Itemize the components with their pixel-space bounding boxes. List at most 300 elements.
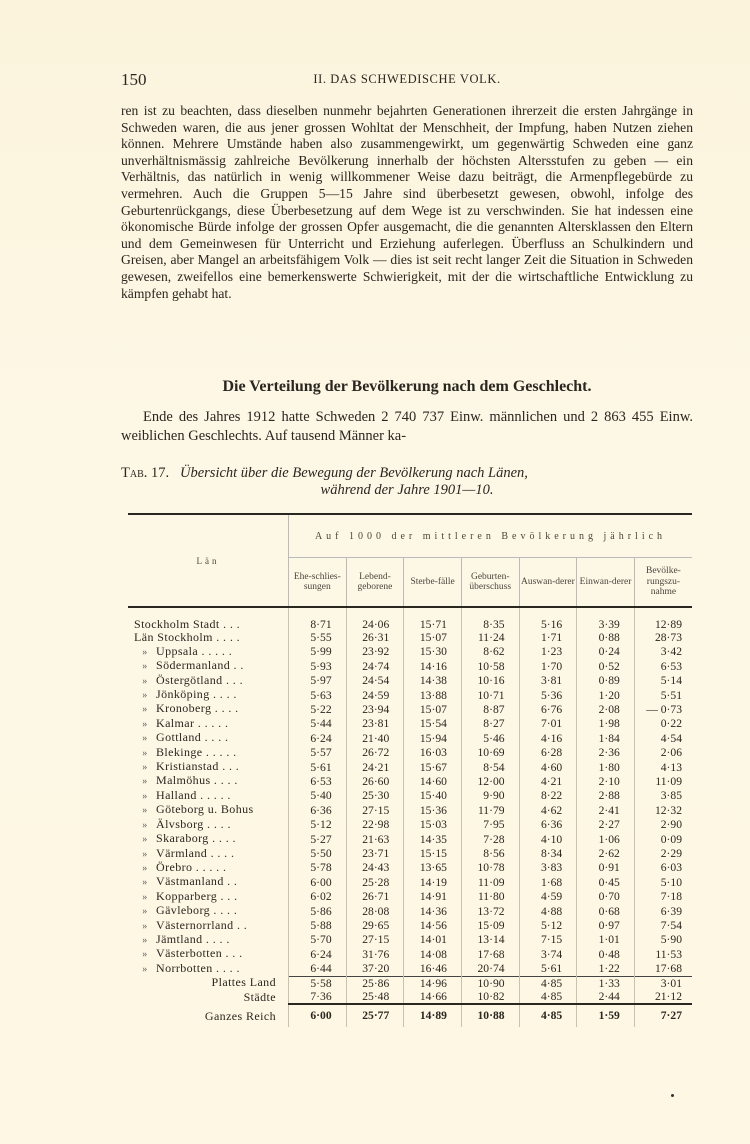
cell-value: 7·95 <box>461 818 519 832</box>
row-name: Skaraborg . . . . <box>156 832 236 846</box>
row-label <box>128 919 289 933</box>
cell-value: 24·74 <box>346 659 404 673</box>
group-header: Auf 1000 der mittleren Bevölkerung jährlich <box>289 515 693 558</box>
row-name: Stockholm Stadt . . . <box>134 617 241 631</box>
cell-value: 11·79 <box>461 803 519 817</box>
cell-value: 14·91 <box>404 890 462 904</box>
cell-value: 13·65 <box>404 861 462 875</box>
column-header: Sterbe-​fälle <box>404 558 462 608</box>
table-row <box>128 746 692 760</box>
cell-value: 25·77 <box>346 1004 404 1027</box>
table-row <box>128 818 692 832</box>
cell-value: 10·90 <box>461 976 519 990</box>
row-label <box>128 947 289 961</box>
cell-value: 5·61 <box>289 760 347 774</box>
cell-value: 14·89 <box>404 1004 462 1027</box>
cell-value: 1·70 <box>519 659 577 673</box>
ditto-mark: » <box>142 733 148 745</box>
row-name: Blekinge . . . . . <box>156 745 237 759</box>
cell-value: 5·58 <box>289 976 347 990</box>
ditto-mark: » <box>142 877 148 889</box>
row-name: Kristianstad . . . <box>156 760 240 774</box>
table-row <box>128 760 692 774</box>
cell-value: 16·46 <box>404 962 462 976</box>
cell-value: 0·97 <box>577 919 635 933</box>
ditto-mark: » <box>142 891 148 903</box>
cell-value: 23·92 <box>346 645 404 659</box>
row-name: Gottland . . . . <box>156 731 229 745</box>
row-name: Kopparberg . . . <box>156 889 238 903</box>
row-name: Örebro . . . . . <box>156 860 227 874</box>
cell-value: 21·12 <box>654 990 682 1004</box>
column-header: Bevölke-​rungszu-​nahme <box>634 558 692 608</box>
cell-value: 7·54 <box>660 919 682 933</box>
table-row <box>128 645 692 659</box>
cell-value: 10·58 <box>461 659 519 673</box>
cell-value: 10·71 <box>461 688 519 702</box>
cell-value: 17·68 <box>461 947 519 961</box>
ditto-mark: » <box>142 747 148 759</box>
cell-value: 5·63 <box>289 688 347 702</box>
row-name: Jämtland . . . . <box>156 932 230 946</box>
cell-value: 4·85 <box>519 1004 577 1027</box>
row-label <box>128 774 289 788</box>
table-row <box>128 947 692 961</box>
cell-value: 1·98 <box>577 717 635 731</box>
row-label <box>128 631 289 644</box>
cell-value: 11·09 <box>461 875 519 889</box>
row-label <box>128 717 289 731</box>
cell-value: 2·36 <box>577 746 635 760</box>
section-heading: Die Verteilung der Bevölkerung nach dem Geschlecht. <box>222 378 592 395</box>
cell-value: 4·16 <box>519 731 577 745</box>
cell-value: 1·68 <box>519 875 577 889</box>
cell-value: 24·59 <box>346 688 404 702</box>
cell-value: 3·81 <box>519 674 577 688</box>
row-label <box>128 904 289 918</box>
cell-value: 1·71 <box>519 631 577 644</box>
cell-value: 1·22 <box>577 962 635 976</box>
cell-value: 14·16 <box>404 659 462 673</box>
cell-value: 11·80 <box>461 890 519 904</box>
row-label <box>128 645 289 659</box>
cell-value: 6·03 <box>660 861 682 875</box>
cell-value: 2·08 <box>577 702 635 716</box>
cell-value: 5·97 <box>289 674 347 688</box>
row-label <box>128 933 289 947</box>
cell-value: 14·01 <box>404 933 462 947</box>
cell-value: 2·88 <box>577 789 635 803</box>
cell-value: 15·03 <box>404 818 462 832</box>
column-header: Geburten-​überschuss <box>461 558 519 608</box>
cell-value: 4·62 <box>519 803 577 817</box>
row-label <box>128 731 289 745</box>
table-row <box>128 962 692 976</box>
column-header-lan: Län <box>128 515 289 607</box>
cell-value: 15·07 <box>404 631 462 644</box>
cell-value: 11·53 <box>655 947 682 961</box>
table-row <box>128 847 692 861</box>
cell-value: 7·15 <box>519 933 577 947</box>
cell-value: 16·03 <box>404 746 462 760</box>
ditto-mark: » <box>142 661 148 673</box>
cell-value: 6·36 <box>289 803 347 817</box>
cell-value: 15·71 <box>404 607 462 631</box>
cell-value: 14·08 <box>404 947 462 961</box>
cell-value: 27·15 <box>346 803 404 817</box>
cell-value: 8·35 <box>461 607 519 631</box>
cell-value: 2·44 <box>577 990 635 1004</box>
row-label <box>128 861 289 875</box>
cell-value: 5·16 <box>519 607 577 631</box>
cell-value: 25·30 <box>346 789 404 803</box>
cell-value: 26·60 <box>346 774 404 788</box>
cell-value: 5·22 <box>289 702 347 716</box>
cell-value: 4·54 <box>660 731 682 745</box>
row-name: Östergötland . . . <box>156 673 243 687</box>
cell-value: 6·24 <box>289 731 347 745</box>
column-header: Auswan-​derer <box>519 558 577 608</box>
cell-value: 1·84 <box>577 731 635 745</box>
cell-value: 5·86 <box>289 904 347 918</box>
cell-value: 24·06 <box>346 607 404 631</box>
body-paragraph-2: Ende des Jahres 1912 hatte Schweden 2 740 737 Einw. männlichen und 2 863 455 Einw. weiblichen Geschlechts. Auf tausend Männer ka- <box>121 409 693 444</box>
cell-value: 5·40 <box>289 789 347 803</box>
cell-value: 26·31 <box>346 631 404 644</box>
table-row <box>128 990 692 1004</box>
cell-value: 13·88 <box>404 688 462 702</box>
row-label <box>128 688 289 702</box>
cell-value: 7·28 <box>461 832 519 846</box>
cell-value: 25·48 <box>346 990 404 1004</box>
table-row <box>128 717 692 731</box>
ditto-mark: » <box>142 718 148 730</box>
cell-value: 3·83 <box>519 861 577 875</box>
row-name: Västernorrland . . <box>156 918 248 932</box>
cell-value: 2·90 <box>660 818 682 832</box>
table-row <box>128 890 692 904</box>
table-row <box>128 659 692 673</box>
cell-value: 25·28 <box>346 875 404 889</box>
cell-value: 6·53 <box>289 774 347 788</box>
column-header: Ehe-​schlies-​sungen <box>289 558 347 608</box>
ditto-mark: » <box>142 805 148 817</box>
row-label <box>128 746 289 760</box>
ditto-mark: » <box>142 862 148 874</box>
cell-value: 5·78 <box>289 861 347 875</box>
cell-value: 24·21 <box>346 760 404 774</box>
row-label <box>128 875 289 889</box>
ditto-mark: » <box>142 934 148 946</box>
cell-value: 13·14 <box>461 933 519 947</box>
table-row <box>128 774 692 788</box>
cell-value: 8·34 <box>519 847 577 861</box>
cell-value: 10·78 <box>461 861 519 875</box>
cell-value: 26·71 <box>346 890 404 904</box>
cell-value: 0·22 <box>660 717 682 731</box>
cell-value: 0·88 <box>577 631 635 644</box>
cell-value: 15·07 <box>404 702 462 716</box>
cell-value: 2·41 <box>577 803 635 817</box>
ditto-mark: » <box>142 949 148 961</box>
cell-value: 21·40 <box>346 731 404 745</box>
row-name: Kalmar . . . . . <box>156 716 229 730</box>
page-number: 150 <box>121 70 147 89</box>
cell-value: 4·85 <box>519 976 577 990</box>
paper-speck <box>671 1094 674 1097</box>
table-row <box>128 904 692 918</box>
table-row <box>128 919 692 933</box>
cell-value: 1·01 <box>577 933 635 947</box>
running-title: II. DAS SCHWEDISCHE VOLK. <box>313 72 501 86</box>
cell-value: 11·09 <box>655 774 682 788</box>
cell-value: 6·02 <box>289 890 347 904</box>
cell-value: 21·63 <box>346 832 404 846</box>
table-row <box>128 688 692 702</box>
cell-value: 15·94 <box>404 731 462 745</box>
cell-value: 12·32 <box>654 803 682 817</box>
cell-value: 3·01 <box>634 976 692 990</box>
cell-value: 6·53 <box>660 659 682 673</box>
cell-value: 14·36 <box>404 904 462 918</box>
row-name: Jönköping . . . . <box>156 688 237 702</box>
table-row <box>128 803 692 817</box>
table-row <box>128 875 692 889</box>
row-name: Ganzes Reich <box>204 1008 276 1023</box>
cell-value: 3·39 <box>577 607 635 631</box>
cell-value: 4·10 <box>519 832 577 846</box>
row-label <box>128 847 289 861</box>
cell-value: 6·00 <box>289 1004 347 1027</box>
cell-value: 14·66 <box>404 990 462 1004</box>
table-row <box>128 607 692 631</box>
cell-value: 15·54 <box>404 717 462 731</box>
table-row <box>128 976 692 990</box>
cell-value: 14·56 <box>404 919 462 933</box>
row-label <box>128 976 289 990</box>
cell-value: 0·45 <box>577 875 635 889</box>
row-name: Kronoberg . . . . <box>156 702 239 716</box>
cell-value: 15·40 <box>404 789 462 803</box>
cell-value: 4·13 <box>660 760 682 774</box>
cell-value: 8·62 <box>461 645 519 659</box>
cell-value: 0·89 <box>577 674 635 688</box>
cell-value: 8·54 <box>461 760 519 774</box>
cell-value: 10·88 <box>461 1004 519 1027</box>
ditto-mark: » <box>142 834 148 846</box>
cell-value: 28·73 <box>654 631 682 645</box>
cell-value: 0·91 <box>577 861 635 875</box>
cell-value: 10·69 <box>461 746 519 760</box>
table-row <box>128 631 692 644</box>
cell-value: 15·67 <box>404 760 462 774</box>
cell-value: 10·82 <box>461 990 519 1004</box>
cell-value: 0·70 <box>577 890 635 904</box>
cell-value: 23·71 <box>346 847 404 861</box>
row-name: Gävleborg . . . . <box>156 904 238 918</box>
cell-value: 4·21 <box>519 774 577 788</box>
cell-value: 5·27 <box>289 832 347 846</box>
cell-value: 7·27 <box>634 1004 692 1027</box>
row-label <box>128 789 289 803</box>
table-title-line1: Übersicht über die Bewegung der Bevölkerung nach Länen, <box>180 465 528 481</box>
cell-value: 6·39 <box>660 904 682 918</box>
cell-value: 6·36 <box>519 818 577 832</box>
cell-value: 3·42 <box>660 645 682 659</box>
row-name: Älvsborg . . . . <box>156 817 231 831</box>
cell-value: 25·86 <box>346 976 404 990</box>
running-head <box>121 70 693 90</box>
cell-value: 4·88 <box>519 904 577 918</box>
column-header: Einwan-​derer <box>577 558 635 608</box>
cell-value: 28·08 <box>346 904 404 918</box>
cell-value: 1·20 <box>577 688 635 702</box>
row-name: Malmöhus . . . . <box>156 774 238 788</box>
ditto-mark: » <box>142 819 148 831</box>
cell-value: 15·15 <box>404 847 462 861</box>
row-name: Uppsala . . . . . <box>156 644 233 658</box>
cell-value: 11·24 <box>461 631 519 644</box>
table-body <box>128 607 692 1027</box>
body-paragraph: ren ist zu beachten, dass dieselben nunmehr bejahrten Generationen ihrerzeit die ersten Jahrgänge in Schweden waren, die aus jener grossen Wohltat der Menschheit, der Impfung, haben Nutzen ziehen können. Mehrere Umstände haben also zusammengewirkt, um gegenwärtig Schweden eine ganz unverhältnismässig zahlreiche Bevölkerung innerhalb der höchsten Altersstufen zu geben — ein Verhältnis, das natürlich in wenig willkommener Weise dazu beiträgt, die Armenpflegebürde zu vermehren. Auch die Gruppen 5—15 Jahre sind überbesetzt gewesen, obwohl, infolge des Geburtenrückgangs, diese Überbesetzung auf dem Wege ist zu verschwinden. Sie hat indessen eine ökonomische Bürde infolge der grossen Opfer ausgemacht, die die genannten Altersklassen den Eltern und dem Gemeinwesen für Unterricht und Erziehung auferlegen. Überfluss an Schulkindern und Greisen, aber Mangel an arbeitsfähigem Volk — dies ist seit recht langer Zeit die Situation in Schweden gewesen, zweifellos eine bemerkenswerte Schwierigkeit, mit der die wirtschaftliche Entwicklung zu kämpfen gehabt hat. <box>121 103 693 301</box>
cell-value: 5·61 <box>519 962 577 976</box>
cell-value: 5·44 <box>289 717 347 731</box>
cell-value: 1·23 <box>519 645 577 659</box>
row-name: Län Stockholm . . . . <box>134 631 241 645</box>
cell-value: 12·00 <box>461 774 519 788</box>
row-name: Göteborg u. Bohus <box>156 803 254 817</box>
table-row <box>128 731 692 745</box>
cell-value: 0·09 <box>660 832 682 846</box>
ditto-mark: » <box>142 704 148 716</box>
ditto-mark: » <box>142 776 148 788</box>
cell-value: 7·18 <box>660 890 682 904</box>
cell-value: 2·06 <box>660 746 682 760</box>
cell-value: 24·43 <box>346 861 404 875</box>
cell-value: 5·88 <box>289 919 347 933</box>
cell-value: 1·06 <box>577 832 635 846</box>
cell-value: 15·36 <box>404 803 462 817</box>
ditto-mark: » <box>142 920 148 932</box>
cell-value: 1·59 <box>577 1004 635 1027</box>
table-row <box>128 861 692 875</box>
row-label <box>128 803 289 817</box>
cell-value: 9·90 <box>461 789 519 803</box>
cell-value: 0·24 <box>577 645 635 659</box>
cell-value: 6·24 <box>289 947 347 961</box>
ditto-mark: » <box>142 906 148 918</box>
table-row <box>128 1004 692 1027</box>
cell-value: 4·59 <box>519 890 577 904</box>
cell-value: 23·94 <box>346 702 404 716</box>
cell-value: 5·70 <box>289 933 347 947</box>
cell-value: 14·38 <box>404 674 462 688</box>
cell-value: 2·10 <box>577 774 635 788</box>
population-movement-table <box>128 515 692 1027</box>
cell-value: 12·89 <box>654 618 682 631</box>
table-label: Tab. 17. <box>121 465 170 481</box>
row-label <box>128 674 289 688</box>
cell-value: 22·98 <box>346 818 404 832</box>
cell-value: 2·27 <box>577 818 635 832</box>
cell-value: 37·20 <box>346 962 404 976</box>
cell-value: 15·30 <box>404 645 462 659</box>
cell-value: 8·71 <box>289 607 347 631</box>
cell-value: 6·28 <box>519 746 577 760</box>
cell-value: 0·52 <box>577 659 635 673</box>
row-name: Värmland . . . . <box>156 846 235 860</box>
row-label <box>128 659 289 673</box>
cell-value: 27·15 <box>346 933 404 947</box>
cell-value: 0·48 <box>577 947 635 961</box>
cell-value: 5·99 <box>289 645 347 659</box>
row-label <box>128 607 289 631</box>
cell-value: 5·14 <box>660 674 682 688</box>
table-title-line2: während der Jahre 1901—10. <box>320 482 494 498</box>
cell-value: 4·60 <box>519 760 577 774</box>
row-name: Västmanland . . <box>156 875 238 889</box>
ditto-mark: » <box>142 848 148 860</box>
cell-value: 23·81 <box>346 717 404 731</box>
cell-value: 20·74 <box>461 962 519 976</box>
cell-value: 14·60 <box>404 774 462 788</box>
ditto-mark: » <box>142 646 148 658</box>
row-label <box>128 1004 289 1027</box>
ditto-mark: » <box>142 675 148 687</box>
cell-value: 7·01 <box>519 717 577 731</box>
cell-value: 26·72 <box>346 746 404 760</box>
row-name: Städte <box>243 990 276 1004</box>
cell-value: — 0·73 <box>646 702 682 716</box>
table-row <box>128 702 692 716</box>
cell-value: 5·93 <box>289 659 347 673</box>
cell-value: 6·44 <box>289 962 347 976</box>
row-label <box>128 890 289 904</box>
ditto-mark: » <box>142 790 148 802</box>
cell-value: 2·29 <box>660 847 682 860</box>
cell-value: 5·36 <box>519 688 577 702</box>
row-name: Halland . . . . . <box>156 788 231 802</box>
row-label <box>128 962 289 976</box>
cell-value: 8·87 <box>461 702 519 716</box>
data-table-container <box>128 513 692 1027</box>
cell-value: 5·90 <box>660 933 682 947</box>
cell-value: 17·68 <box>654 962 682 975</box>
table-row <box>128 933 692 947</box>
cell-value: 8·27 <box>461 717 519 731</box>
row-label <box>128 832 289 846</box>
cell-value: 5·51 <box>660 688 682 702</box>
column-header: Lebend-​geborene <box>346 558 404 608</box>
row-label <box>128 818 289 832</box>
cell-value: 14·96 <box>404 976 462 990</box>
cell-value: 29·65 <box>346 919 404 933</box>
cell-value: 5·57 <box>289 746 347 760</box>
cell-value: 6·76 <box>519 702 577 716</box>
cell-value: 7·36 <box>289 990 347 1004</box>
cell-value: 6·00 <box>289 875 347 889</box>
ditto-mark: » <box>142 762 148 774</box>
cell-value: 13·72 <box>461 904 519 918</box>
cell-value: 8·22 <box>519 789 577 803</box>
cell-value: 10·16 <box>461 674 519 688</box>
cell-value: 8·56 <box>461 847 519 861</box>
table-row <box>128 832 692 846</box>
row-label <box>128 990 289 1004</box>
ditto-mark: » <box>142 963 148 975</box>
cell-value: 15·09 <box>461 919 519 933</box>
table-row <box>128 674 692 688</box>
